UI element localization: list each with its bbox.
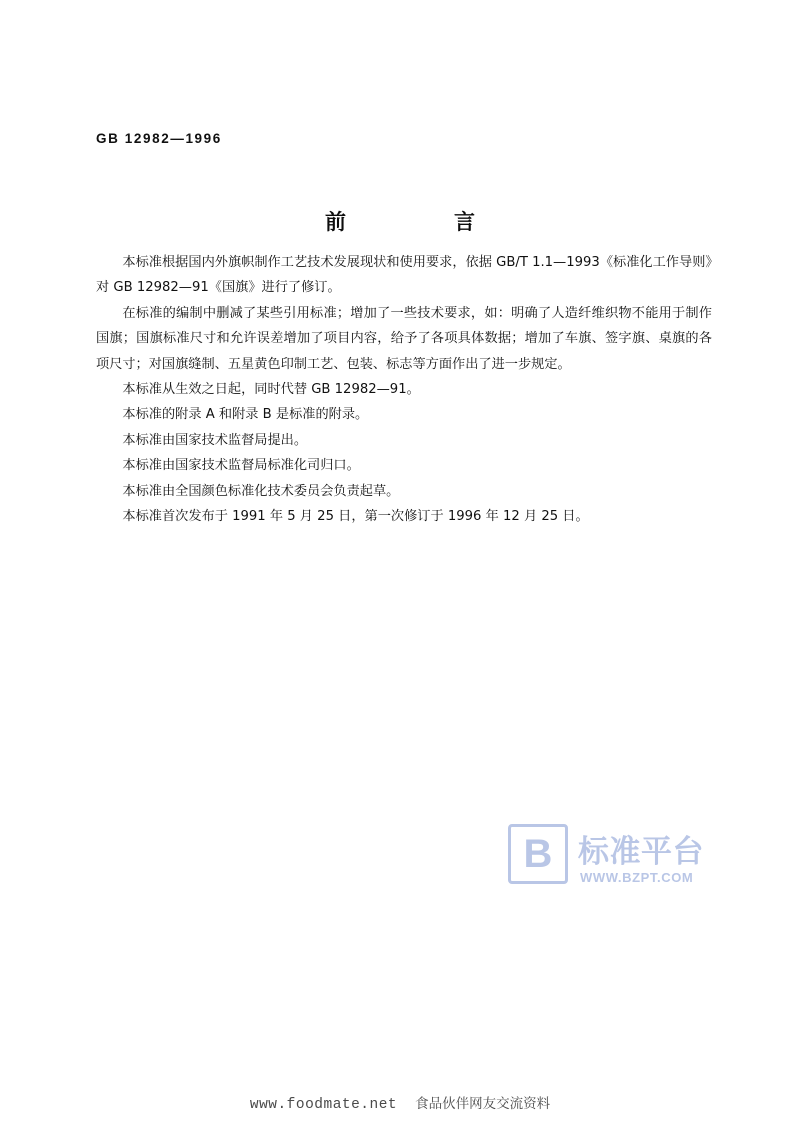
paragraph: 本标准首次发布于 1991 年 5 月 25 日，第一次修订于 1996 年 12 月 25 日。 (122, 509, 589, 525)
footer-site: www.foodmate.net (249, 1097, 398, 1113)
standard-number: GB 12982—1996 (96, 131, 222, 146)
paragraph: 本标准从生效之日起，同时代替 GB 12982—91。 (122, 382, 420, 398)
page-title: 前 言 (325, 210, 497, 234)
watermark (508, 822, 738, 900)
paragraph: 本标准的附录 A 和附录 B 是标准的附录。 (122, 407, 369, 423)
paragraph: 本标准由全国颜色标准化技术委员会负责起草。 (122, 483, 400, 499)
watermark-url: WWW.BZPT.COM (580, 870, 694, 885)
watermark-logo-icon (508, 824, 568, 884)
page-footer (0, 1092, 800, 1113)
footer-note: 食品伙伴网友交流资料 (415, 1096, 551, 1112)
paragraph: 本标准根据国内外旗帜制作工艺技术发展现状和使用要求，依据 GB/T 1.1—1993《标准化工作导则》对 GB 12982—91《国旗》进行了修订。 (96, 255, 712, 296)
paragraph: 本标准由国家技术监督局提出。 (122, 432, 308, 448)
watermark-title: 标准平台 (578, 834, 704, 870)
watermark-logo-letter: B (523, 832, 553, 876)
paragraph: 本标准由国家技术监督局标准化司归口。 (122, 458, 360, 474)
foreword-body (96, 250, 712, 529)
paragraph: 在标准的编制中删减了某些引用标准；增加了一些技术要求，如：明确了人造纤维织物不能用于制作国旗；国旗标准尺寸和允许误差增加了项目内容，给予了各项具体数据；增加了车旗、签字旗、桌旗的各项尺寸；对国旗缝制、五星黄色印制工艺、包装、标志等方面作出了进一步规定。 (96, 305, 712, 372)
